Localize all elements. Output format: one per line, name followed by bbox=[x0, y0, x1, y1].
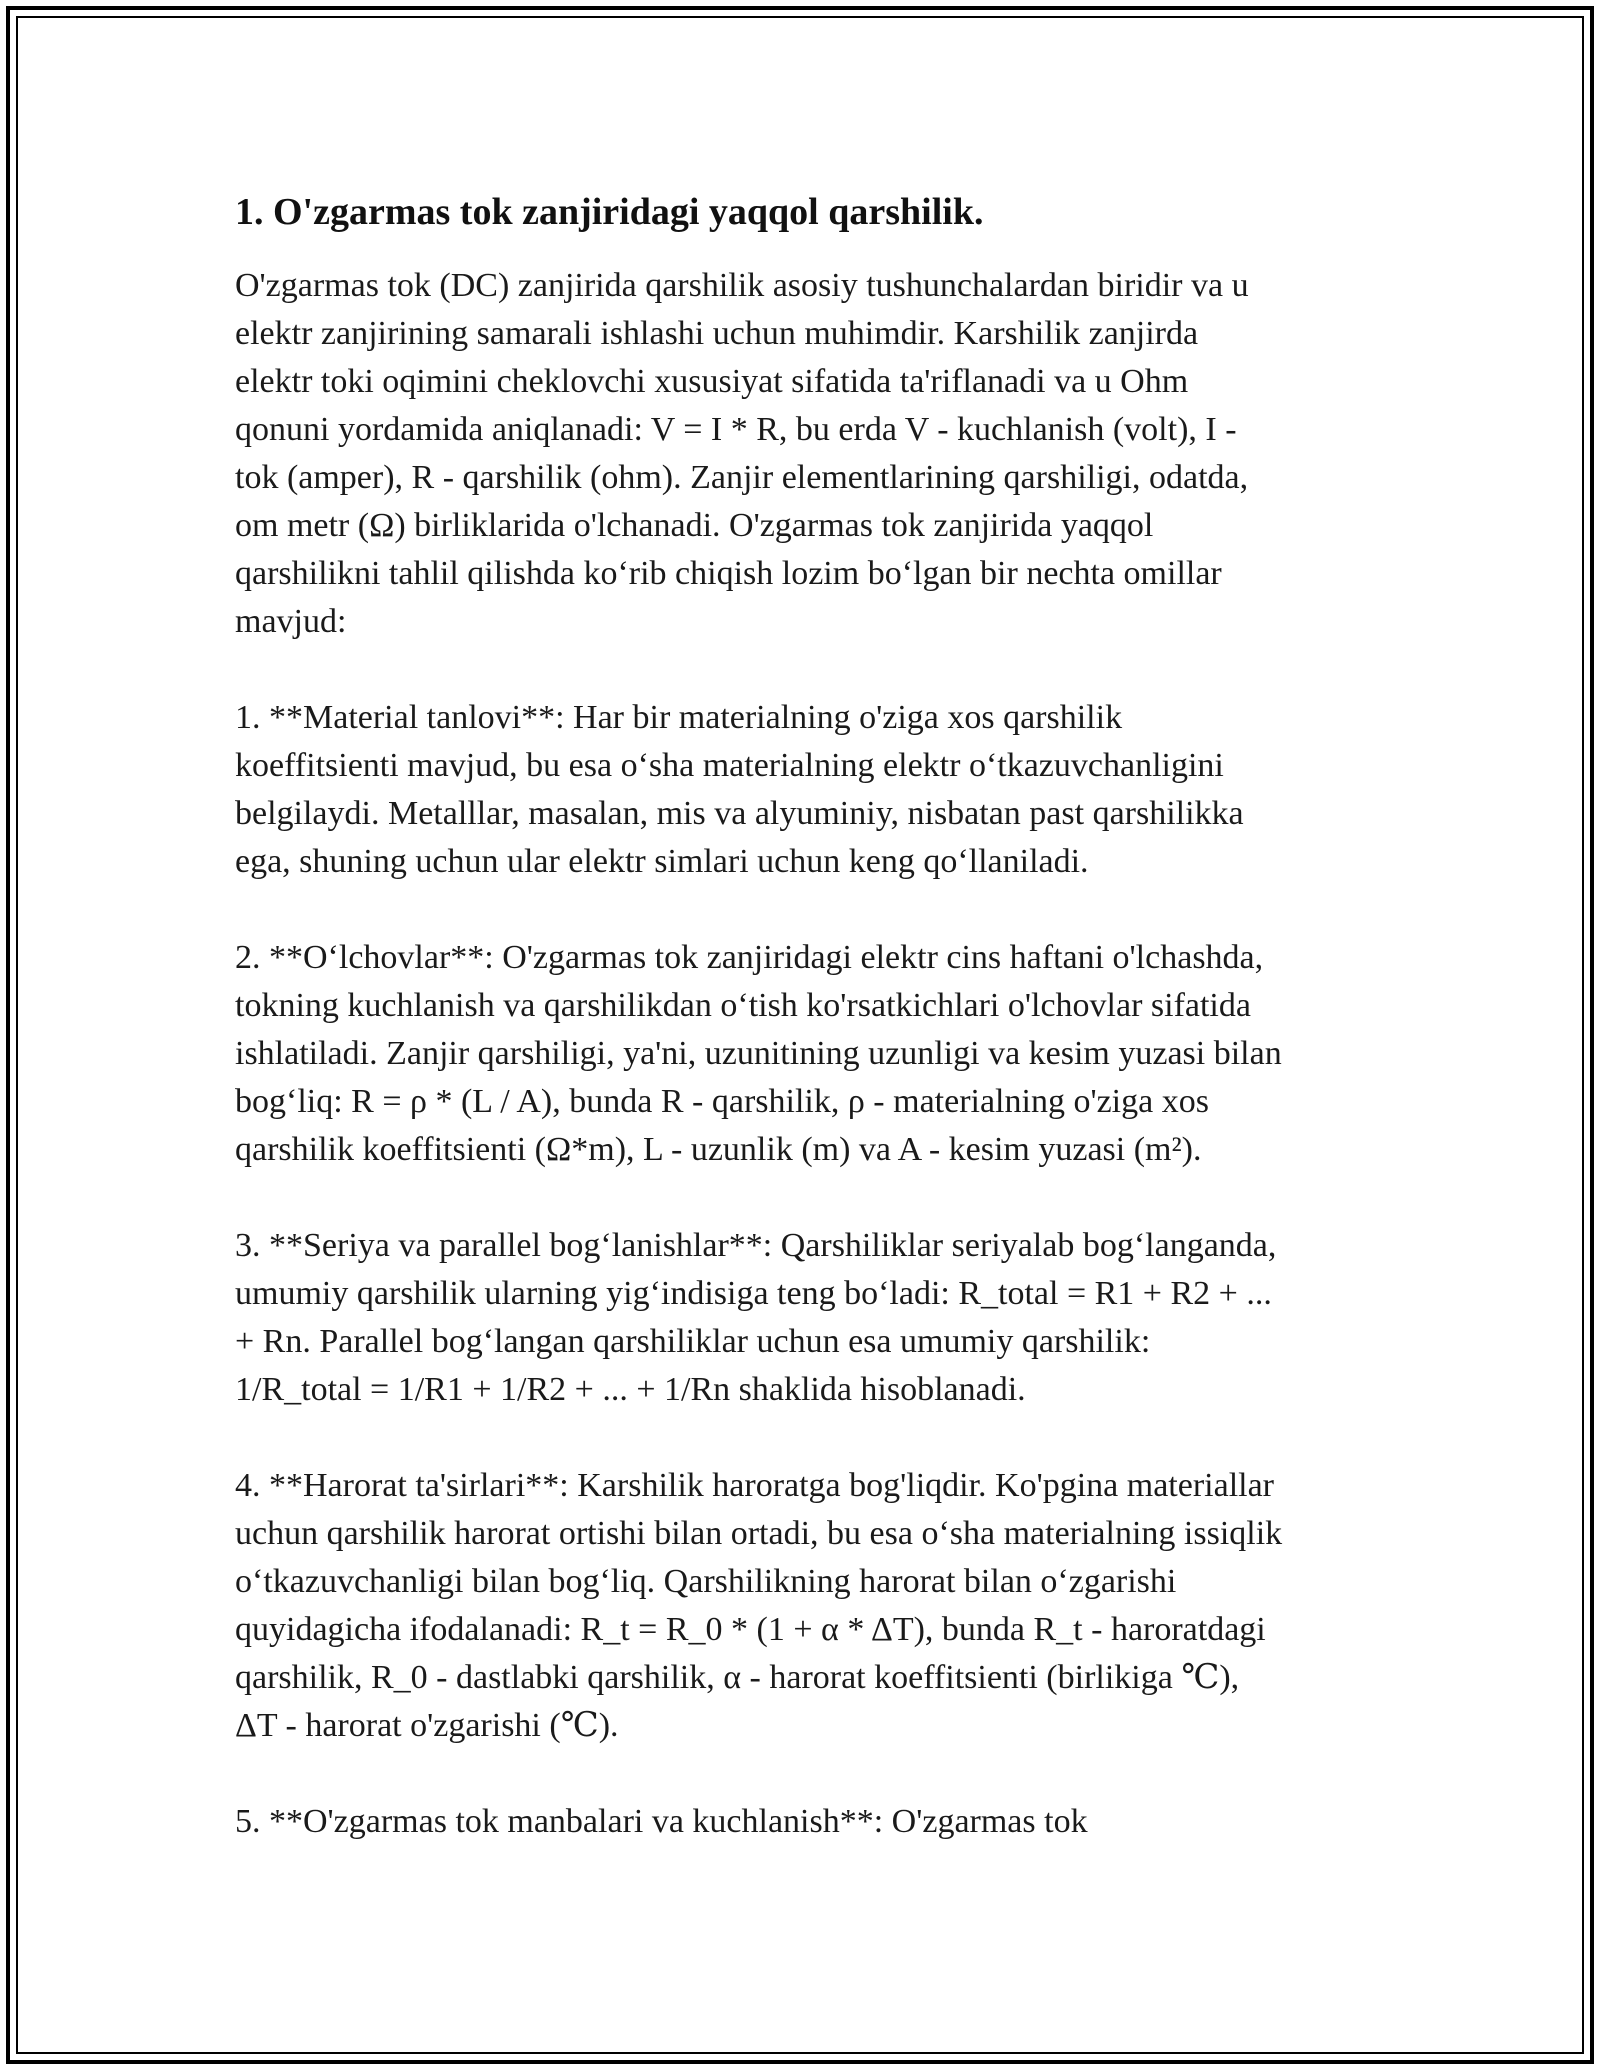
item-material-paragraph bbox=[235, 694, 1375, 886]
text-line: ishlatiladi. Zanjir qarshiligi, ya'ni, uzunitining uzunligi va kesim yuzasi bilan bbox=[235, 1035, 1282, 1072]
text-line: 4. **Harorat ta'sirlari**: Karshilik haroratga bog'liqdir. Ko'pgina materiallar bbox=[235, 1467, 1275, 1504]
text-line: ΔT - harorat o'zgarishi (℃). bbox=[235, 1707, 619, 1744]
text-line: elektr toki oqimini cheklovchi xususiyat sifatida ta'riflanadi va u Ohm bbox=[235, 363, 1189, 400]
text-line: oʻtkazuvchanligi bilan bogʻliq. Qarshilikning harorat bilan oʻzgarishi bbox=[235, 1563, 1177, 1600]
text-line: O'zgarmas tok (DC) zanjirida qarshilik asosiy tushunchalardan biridir va u bbox=[235, 267, 1249, 304]
item-temperature-paragraph bbox=[235, 1462, 1375, 1750]
text-line: qonuni yordamida aniqlanadi: V = I * R, bu erda V - kuchlanish (volt), I - bbox=[235, 411, 1237, 448]
text-line: umumiy qarshilik ularning yigʻindisiga teng boʻladi: R_total = R1 + R2 + ... bbox=[235, 1275, 1272, 1312]
text-line: tok (amper), R - qarshilik (ohm). Zanjir elementlarining qarshiligi, odatda, bbox=[235, 459, 1249, 496]
text-line: 3. **Seriya va parallel bogʻlanishlar**: Qarshiliklar seriyalab bogʻlanganda, bbox=[235, 1227, 1277, 1264]
text-line: quyidagicha ifodalanadi: R_t = R_0 * (1 + α * ΔT), bunda R_t - haroratdagi bbox=[235, 1611, 1266, 1648]
item-dc-sources-paragraph bbox=[235, 1798, 1375, 1846]
text-line: qarshilik koeffitsienti (Ω*m), L - uzunlik (m) va A - kesim yuzasi (m²). bbox=[235, 1131, 1202, 1168]
text-line: qarshilikni tahlil qilishda koʻrib chiqish lozim boʻlgan bir nechta omillar bbox=[235, 555, 1222, 592]
text-line: + Rn. Parallel bogʻlangan qarshiliklar uchun esa umumiy qarshilik: bbox=[235, 1323, 1151, 1360]
text-line: 5. **O'zgarmas tok manbalari va kuchlanish**: O'zgarmas tok bbox=[235, 1803, 1088, 1840]
item-measurements-paragraph bbox=[235, 934, 1375, 1174]
text-line: qarshilik, R_0 - dastlabki qarshilik, α - harorat koeffitsienti (birlikiga ℃), bbox=[235, 1659, 1240, 1696]
item-series-parallel-paragraph bbox=[235, 1222, 1375, 1414]
text-line: om metr (Ω) birliklarida o'lchanadi. O'zgarmas tok zanjirida yaqqol bbox=[235, 507, 1154, 544]
text-line: tokning kuchlanish va qarshilikdan oʻtish ko'rsatkichlari o'lchovlar sifatida bbox=[235, 987, 1251, 1024]
document-body bbox=[235, 188, 1375, 1846]
text-line: mavjud: bbox=[235, 603, 347, 640]
text-line: 1/R_total = 1/R1 + 1/R2 + ... + 1/Rn shaklida hisoblanadi. bbox=[235, 1371, 1026, 1408]
section-heading: 1. O'zgarmas tok zanjiridagi yaqqol qarshilik. bbox=[235, 191, 984, 233]
intro-paragraph bbox=[235, 262, 1375, 646]
text-line: uchun qarshilik harorat ortishi bilan ortadi, bu esa oʻsha materialning issiqlik bbox=[235, 1515, 1283, 1552]
text-line: bogʻliq: R = ρ * (L / A), bunda R - qarshilik, ρ - materialning o'ziga xos bbox=[235, 1083, 1209, 1120]
text-line: koeffitsienti mavjud, bu esa oʻsha materialning elektr oʻtkazuvchanligini bbox=[235, 747, 1224, 784]
text-line: 1. **Material tanlovi**: Har bir materialning o'ziga xos qarshilik bbox=[235, 699, 1123, 736]
text-line: ega, shuning uchun ular elektr simlari uchun keng qoʻllaniladi. bbox=[235, 843, 1089, 880]
text-line: belgilaydi. Metalllar, masalan, mis va alyuminiy, nisbatan past qarshilikka bbox=[235, 795, 1244, 832]
text-line: 2. **Oʻlchovlar**: O'zgarmas tok zanjiridagi elektr cins haftani o'lchashda, bbox=[235, 939, 1264, 976]
text-line: elektr zanjirining samarali ishlashi uchun muhimdir. Karshilik zanjirda bbox=[235, 315, 1199, 352]
